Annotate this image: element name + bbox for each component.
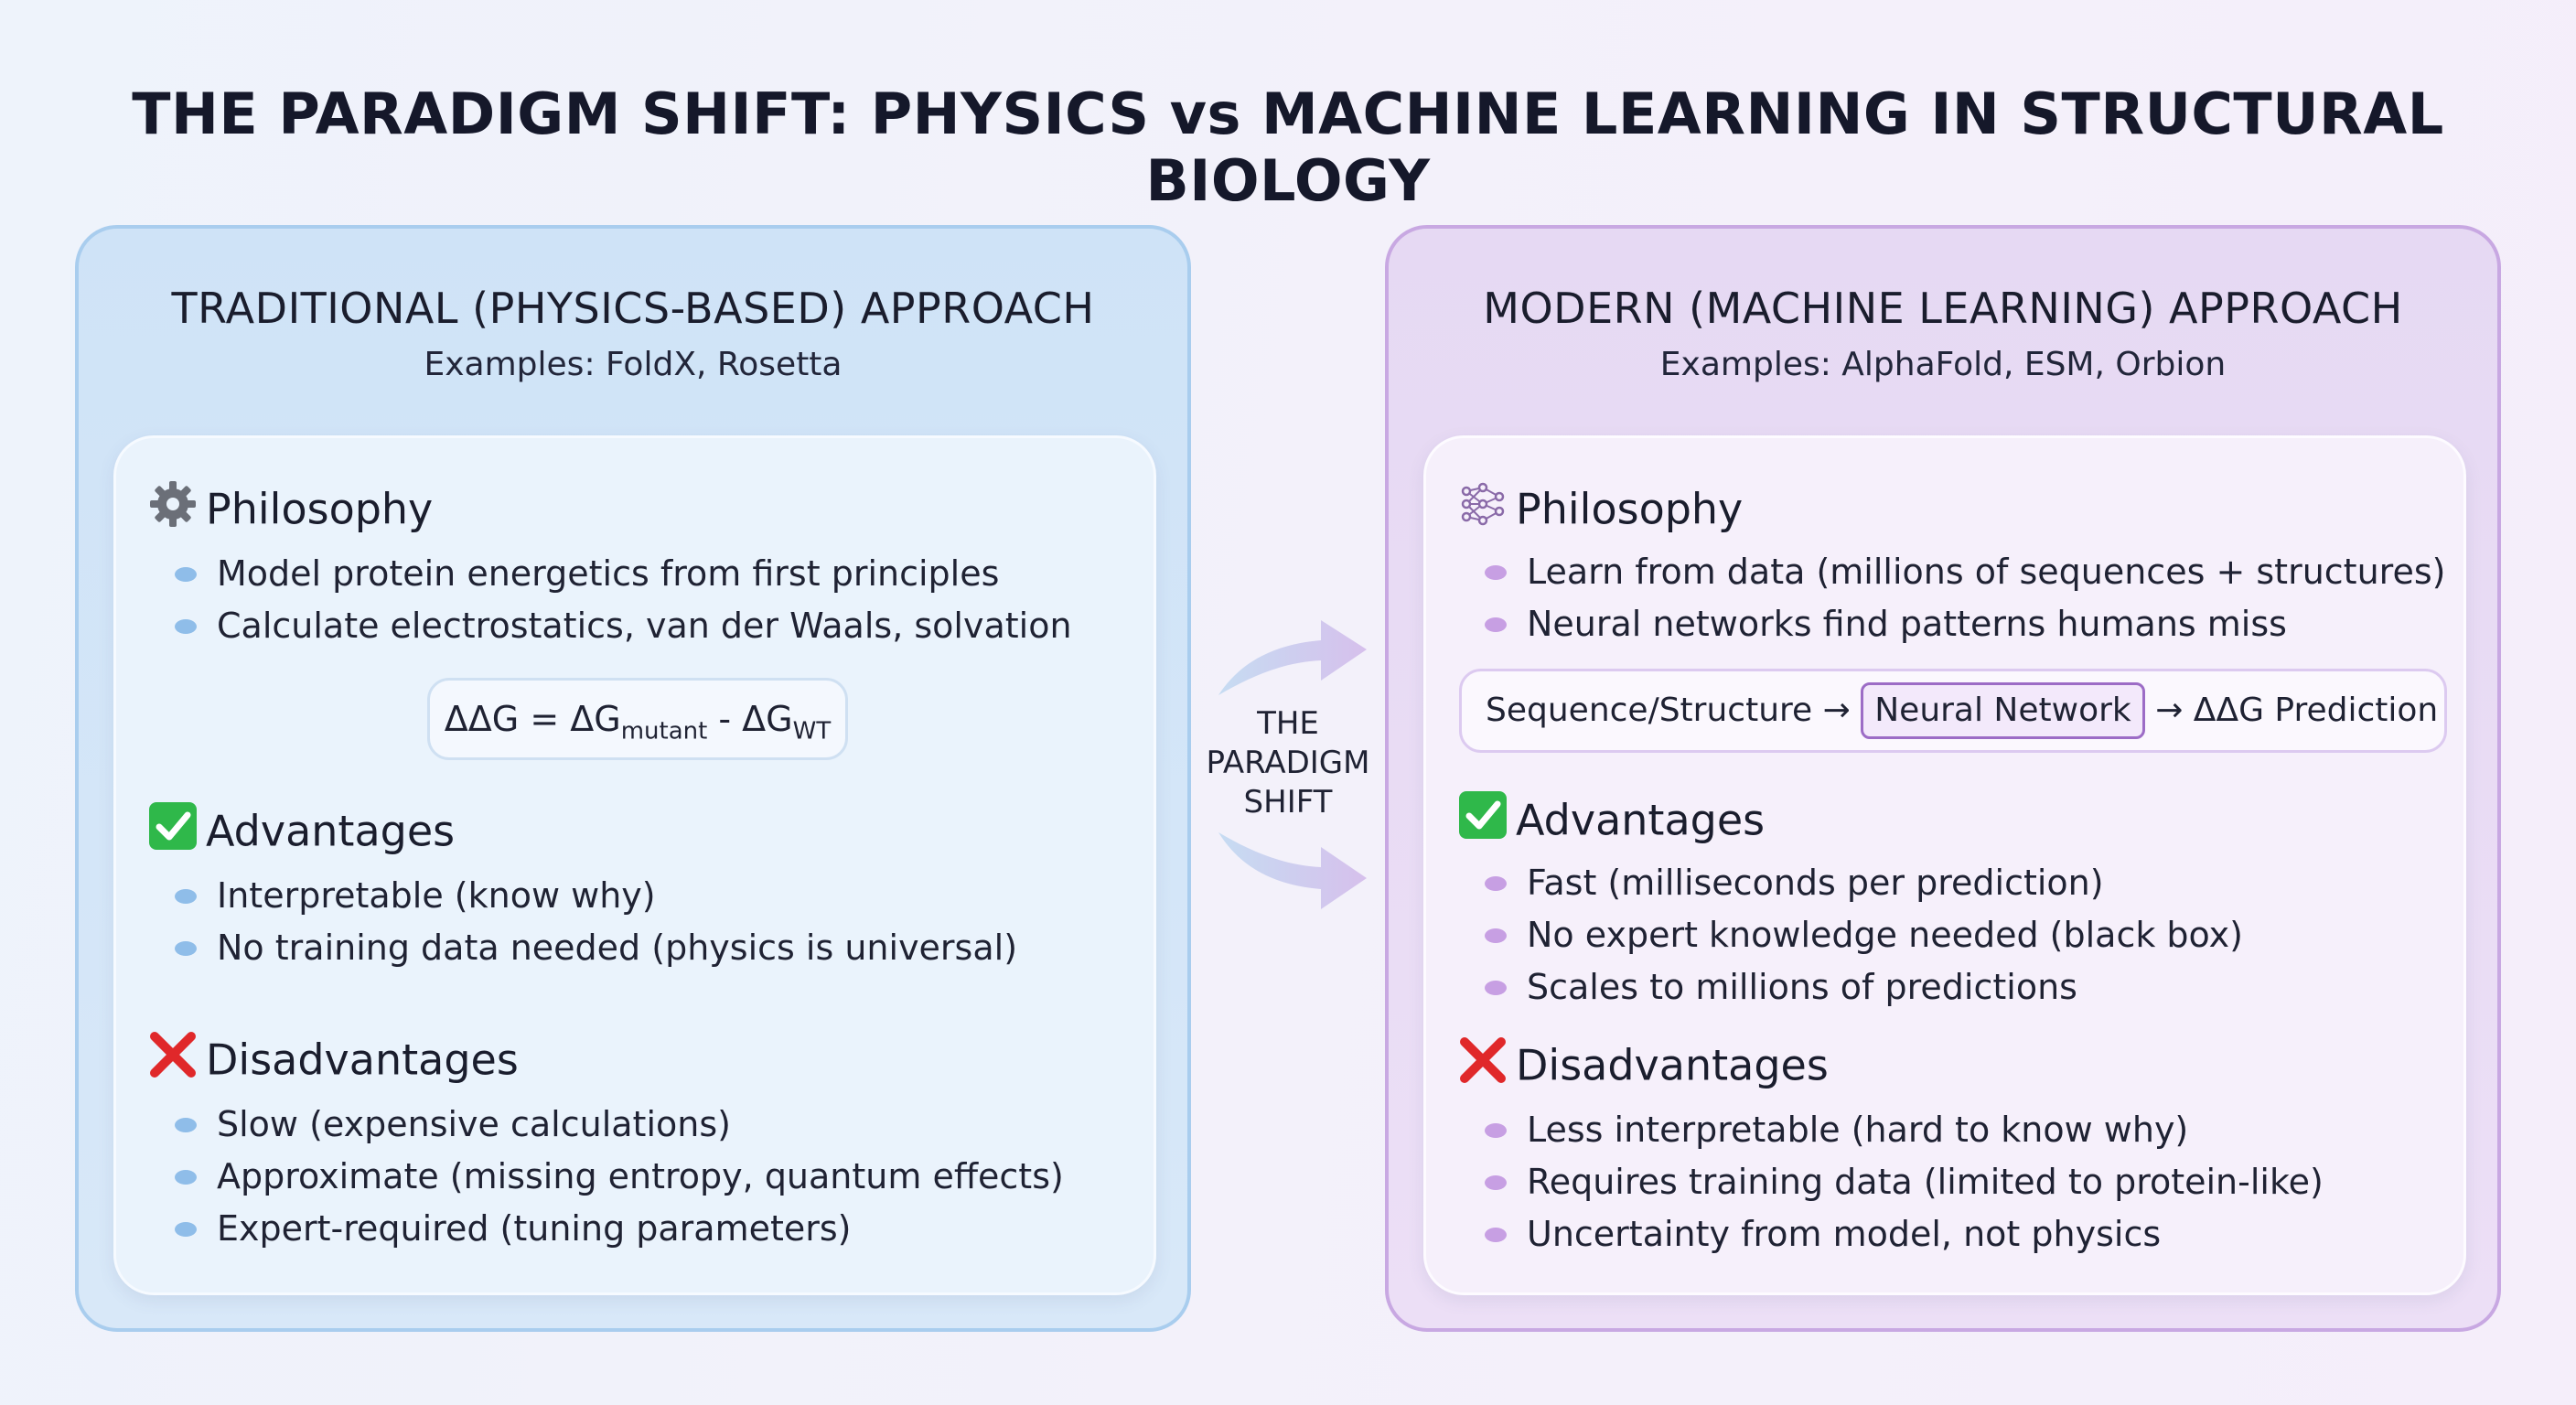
- ml-disadvantages-heading: Disadvantages: [1457, 1035, 1829, 1096]
- list-item: Slow (expensive calculations): [217, 1099, 1064, 1151]
- ml-advantages-list: [1527, 857, 2243, 1014]
- list-item: Requires training data (limited to protein-like): [1527, 1156, 2324, 1208]
- list-item: Uncertainty from model, not physics: [1527, 1208, 2324, 1260]
- physics-examples: Examples: FoldX, Rosetta: [424, 346, 843, 383]
- physics-disadvantages-heading: Disadvantages: [147, 1029, 519, 1090]
- physics-card: [113, 435, 1156, 1295]
- list-item: Model protein energetics from first principles: [217, 548, 1072, 600]
- physics-philosophy-heading: Philosophy: [147, 478, 433, 540]
- physics-approach-panel: [75, 225, 1191, 1332]
- page-title: THE PARADIGM SHIFT: PHYSICS vs MACHINE LEARNING IN STRUCTURAL BIOLOGY: [132, 80, 2444, 214]
- ml-approach-panel: [1385, 225, 2501, 1332]
- physics-disadvantages-list: [217, 1099, 1064, 1255]
- check-icon: [147, 800, 206, 862]
- physics-heading: TRADITIONAL (PHYSICS-BASED) APPROACH: [171, 284, 1095, 333]
- physics-advantages-heading: Advantages: [147, 800, 455, 862]
- list-item: Calculate electrostatics, van der Waals, solvation: [217, 600, 1072, 652]
- cross-icon: [147, 1029, 206, 1090]
- list-item: Learn from data (millions of sequences + structures): [1527, 546, 2445, 598]
- pipeline-output: → ΔΔG Prediction: [2155, 692, 2439, 729]
- ml-disadvantages-list: [1527, 1104, 2324, 1260]
- pipeline-input: Sequence/Structure →: [1486, 692, 1851, 729]
- paradigm-shift-label: THE PARADIGM SHIFT: [1206, 705, 1370, 820]
- ml-heading: MODERN (MACHINE LEARNING) APPROACH: [1483, 284, 2403, 333]
- check-icon: [1457, 789, 1516, 851]
- list-item: Fast (milliseconds per prediction): [1527, 857, 2243, 909]
- upper-shift-arrow-icon: [1206, 604, 1379, 704]
- neural-network-box: Neural Network: [1861, 682, 2145, 739]
- ml-philosophy-list: [1527, 546, 2445, 650]
- list-item: Less interpretable (hard to know why): [1527, 1104, 2324, 1156]
- list-item: Neural networks find patterns humans miss: [1527, 598, 2445, 650]
- neural-network-icon: [1457, 478, 1516, 540]
- list-item: Expert-required (tuning parameters): [217, 1203, 1064, 1255]
- ml-card: [1423, 435, 2466, 1295]
- list-item: Interpretable (know why): [217, 870, 1017, 922]
- ml-advantages-heading: Advantages: [1457, 789, 1765, 851]
- ml-examples: Examples: AlphaFold, ESM, Orbion: [1659, 346, 2227, 383]
- physics-advantages-list: [217, 870, 1017, 974]
- list-item: Scales to millions of predictions: [1527, 961, 2243, 1014]
- list-item: No training data needed (physics is universal): [217, 922, 1017, 974]
- lower-shift-arrow-icon: [1206, 823, 1379, 924]
- ml-philosophy-heading: Philosophy: [1457, 478, 1743, 540]
- list-item: Approximate (missing entropy, quantum effects): [217, 1151, 1064, 1203]
- gear-icon: [147, 478, 206, 540]
- ddg-formula: $\Delta\Delta G = \Delta G_{mutant} - \Delta G_{WT}$: [427, 678, 848, 760]
- ml-pipeline: [1459, 669, 2447, 753]
- physics-philosophy-list: [217, 548, 1072, 652]
- cross-icon: [1457, 1035, 1516, 1096]
- list-item: No expert knowledge needed (black box): [1527, 909, 2243, 961]
